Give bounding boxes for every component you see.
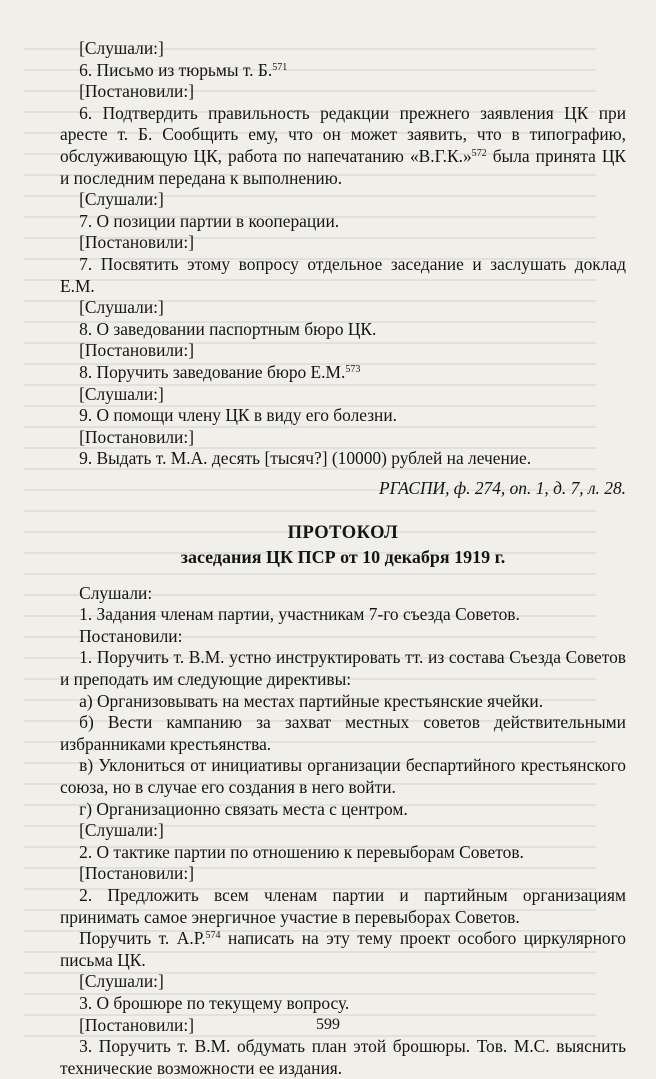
paragraph: [60, 604, 626, 626]
paragraph: [60, 319, 626, 341]
paragraph-text: г) Организационно связать места с центром.: [79, 798, 408, 819]
footnote-ref: 571: [272, 61, 288, 73]
paragraph-text-continued: была принята ЦК и последним передана к выполнению.: [60, 145, 626, 188]
paragraph-text: б) Вести кампанию за захват местных советов действительными избранниками крестьянства.: [60, 712, 626, 754]
section-label: [60, 297, 626, 319]
paragraph: [60, 691, 626, 713]
paragraph-text: [Слушали:]: [79, 38, 164, 58]
paragraph-text: 7. Посвятить этому вопросу отдельное заседание и заслушать доклад Е.М.: [60, 253, 626, 296]
footnote-ref: 572: [471, 147, 487, 159]
paragraph-text: [Постановили:]: [79, 232, 194, 253]
section-label: [60, 583, 626, 605]
paragraph-text: [Постановили:]: [79, 1014, 194, 1035]
archive-citation: РГАСПИ, ф. 274, оп. 1, д. 7, л. 28.: [378, 477, 626, 498]
paragraph-text: [Слушали:]: [79, 189, 164, 210]
section-label: [60, 340, 626, 362]
footnote-ref: 574: [205, 930, 221, 942]
section-label: [60, 427, 626, 449]
paragraph: [60, 799, 626, 821]
paragraph: [60, 928, 626, 971]
paragraph-text: [Слушали:]: [79, 971, 164, 992]
page-number: 599: [316, 1016, 340, 1033]
section-label: [60, 971, 626, 993]
paragraph-text: 3. О брошюре по текущему вопросу.: [79, 992, 350, 1013]
protocol-title: ПРОТОКОЛ: [287, 523, 399, 544]
paragraph-text: [Постановили:]: [79, 863, 194, 884]
paragraph-text: 7. О позиции партии в кооперации.: [79, 210, 340, 231]
section-label: [60, 232, 626, 254]
document-body: [60, 38, 626, 1079]
paragraph-text: [Слушали:]: [79, 383, 164, 404]
paragraph-text: [Постановили:]: [79, 340, 194, 361]
section-label: [60, 189, 626, 211]
protocol-subtitle: заседания ЦК ПСР от 10 декабря 1919 г.: [180, 547, 506, 568]
paragraph: [60, 405, 626, 427]
section-label: [60, 863, 626, 885]
paragraph-text-continued: написать на эту тему проект особого циркулярного письма ЦК.: [60, 928, 626, 970]
paragraph: [60, 842, 626, 864]
paragraph: [60, 362, 626, 384]
paragraph-text: Слушали:: [79, 582, 153, 603]
section-label: [60, 384, 626, 406]
paragraph-text: 1. Поручить т. В.М. устно инструктировать тт. из состава Съезда Советов и преподать им следующие директивы:: [60, 647, 626, 690]
section-label: [60, 626, 626, 648]
paragraph: [60, 448, 626, 470]
paragraph-text: Поручить т. А.Р.: [79, 928, 206, 949]
paragraph-text: 6. Подтвердить правильность редакции прежнего заявления ЦК при аресте т. Б. Сообщить ему, что он может заявить, что в типографию, обслуживающую ЦК, работа по напечатанию «В.Г.К.»: [60, 102, 626, 166]
paragraph: [60, 755, 626, 798]
paragraph-text: Постановили:: [79, 625, 183, 646]
paragraph-text: а) Организовывать на местах партийные крестьянские ячейки.: [79, 690, 544, 711]
paragraph-text: в) Уклониться от инициативы организации беспартийного крестьянского союза, но в случае его создания в него войти.: [60, 755, 626, 797]
paragraph-text: [Постановили:]: [79, 81, 194, 102]
paragraph-text: 3. Поручить т. В.М. обдумать план этой брошюры. Тов. М.С. выяснить технические возможности ее издания.: [60, 1036, 626, 1078]
paragraph-text: [Слушали:]: [79, 297, 164, 318]
paragraph: [60, 885, 626, 928]
paragraph: [60, 647, 626, 690]
paragraph-text: 9. О помощи члену ЦК в виду его болезни.: [79, 405, 398, 426]
paragraph: [60, 211, 626, 233]
section-first: [60, 38, 626, 470]
footnote-ref: 573: [345, 363, 361, 375]
paragraph: [60, 254, 626, 297]
paragraph-text: 2. Предложить всем членам партии и партийным организациям принимать самое энергичное участие в перевыборах Советов.: [60, 884, 626, 927]
paragraph-text: [Постановили:]: [79, 426, 194, 447]
section-label: [60, 81, 626, 103]
paragraph: [60, 103, 626, 189]
section-second: [60, 583, 626, 1079]
paragraph: [60, 993, 626, 1015]
paragraph-text: [Слушали:]: [79, 820, 164, 841]
section-label: [60, 38, 626, 60]
paragraph: [60, 60, 626, 82]
paragraph-text: 8. Поручить заведование бюро Е.М.: [79, 361, 346, 382]
paragraph-text: 1. Задания членам партии, участникам 7-го съезда Советов.: [79, 604, 520, 625]
paragraph: [60, 1036, 626, 1079]
paragraph-text: 2. О тактике партии по отношению к перевыборам Советов.: [79, 841, 524, 862]
paragraph-text: 8. О заведовании паспортным бюро ЦК.: [79, 318, 377, 339]
paragraph-text: 9. Выдать т. М.А. десять [тысяч?] (10000) рублей на лечение.: [79, 448, 532, 469]
section-label: [60, 820, 626, 842]
paragraph-text: 6. Письмо из тюрьмы т. Б.: [79, 59, 273, 80]
paragraph: [60, 712, 626, 755]
